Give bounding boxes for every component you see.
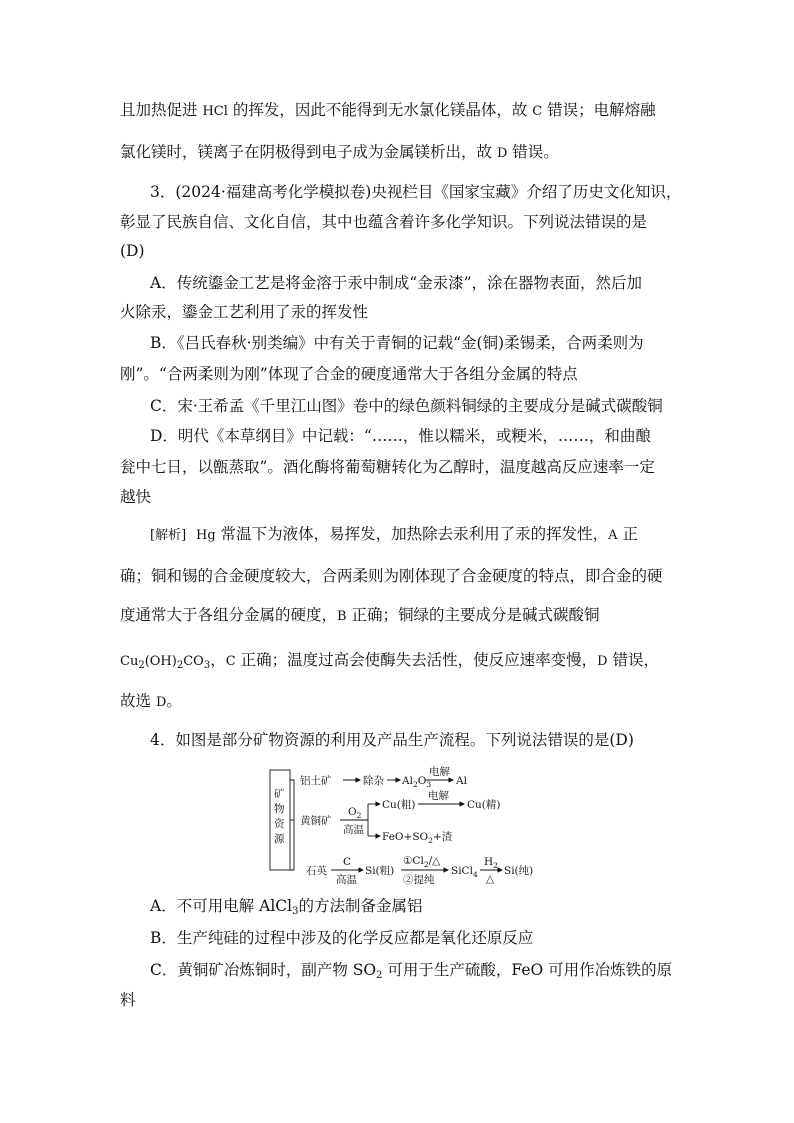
text: 错误，	[607, 651, 659, 669]
feo-so2-slag-label: $FeO+SO_2+$渣	[382, 831, 453, 845]
text: 错误。	[507, 143, 559, 161]
mineral-flow-diagram	[268, 760, 548, 885]
question-3-stem: 3．(2024·福建高考化学模拟卷)央视栏目《国家宝藏》介绍了历史文化知识，	[150, 183, 682, 201]
option-letter: D	[597, 654, 608, 669]
formula: Hg	[196, 528, 216, 543]
question-4-stem: 4．如图是部分矿物资源的利用及产品生产流程。下列说法错误的是(D)	[150, 731, 634, 749]
question-3-stem-cont: 彰显了民族自信、文化自信，其中也蕴含着许多化学知识。下列说法错误的是	[120, 213, 648, 231]
bauxite-label: 铝土矿	[300, 775, 332, 787]
analysis-line	[150, 524, 638, 546]
chlorination-label: $①Cl_2/\triangle$	[403, 855, 441, 869]
option-letter: D	[155, 695, 167, 710]
option-b: B．《吕氏春秋·别类编》中有关于青铜的记载“金(铜)柔锡柔，合两柔则为	[150, 334, 644, 352]
option-c: C．黄铜矿冶炼铜时，副产物 $SO_2$ 可用于生产硫酸，FeO 可用作冶炼铁的原	[150, 961, 673, 981]
option-letter: C	[532, 104, 543, 119]
text: 且加热促进	[120, 101, 203, 119]
h2-label: $H_2$	[484, 856, 498, 870]
analysis-tag: [解析]	[150, 528, 187, 543]
option-d: D．明代《本草纲目》中记载：“……，惟以糯米，或粳米，……，和曲酿	[150, 427, 651, 445]
text: 。	[166, 692, 182, 710]
text: 正	[617, 525, 638, 543]
electrolysis-label: 电解	[428, 790, 449, 802]
al-label: Al	[456, 775, 467, 787]
pure-silicon-label: Si(纯)	[504, 865, 534, 877]
electrolysis-label: 电解	[429, 766, 450, 778]
question-3-answer: (D)	[120, 242, 145, 260]
option-a-cont: 火除汞，鎏金工艺利用了汞的挥发性	[120, 303, 369, 321]
resource-label: 资	[274, 818, 285, 830]
o2-label: $O_2$	[348, 806, 362, 820]
text-line	[120, 142, 559, 164]
resource-label: 物	[274, 803, 285, 815]
formula: $Cu_2(OH)_2CO_3$	[120, 654, 211, 671]
sicl4-label: SiCl$_4$	[451, 865, 478, 879]
high-temp-label: 高温	[336, 874, 357, 885]
crude-copper-label: Cu(粗)	[382, 799, 416, 811]
quartz-label: 石英	[306, 865, 327, 877]
resource-label: 矿	[274, 788, 285, 800]
refined-copper-label: Cu(精)	[467, 799, 501, 811]
analysis-line	[120, 650, 659, 672]
analysis-line	[120, 691, 182, 713]
heat-label: △	[486, 873, 495, 885]
text: 常温下为液体，易挥发，加热除去汞利用了汞的挥发性，	[215, 525, 609, 543]
branch-bracket	[290, 780, 294, 870]
option-a: A．不可用电解 AlCl$_3$的方法制备金属铝	[150, 897, 423, 917]
text: 度通常大于各组分金属的硬度，	[120, 606, 338, 624]
analysis-line: 确；铜和锡的合金硬度较大，合两柔则为刚体现了合金硬度的特点，即合金的硬	[120, 567, 663, 585]
option-letter: C	[225, 654, 236, 669]
text: 正确；铜绿的主要成分是碱式碳酸铜	[346, 606, 600, 624]
option-a: A．传统鎏金工艺是将金溶于汞中制成“金汞漆”，涂在器物表面，然后加	[150, 274, 643, 292]
crude-silicon-label: Si(粗)	[365, 865, 395, 877]
remove-impurity-label: 除杂	[363, 775, 384, 787]
option-b-cont: 刚”。“合两柔则为刚”体现了合金的硬度通常大于各组分金属的特点	[120, 365, 578, 383]
text: 错误；电解熔融	[542, 101, 656, 119]
al2o3-label: $Al_2O_3$	[402, 775, 432, 789]
option-letter: D	[496, 146, 508, 161]
text: 故选	[120, 692, 156, 710]
option-letter: A	[608, 528, 618, 543]
option-d-cont: 瓮中七日，以甑蒸取”。酒化酶将葡萄糖转化为乙醇时，温度越高反应速率一定	[120, 458, 655, 476]
formula: HCl	[202, 104, 228, 119]
high-temp-label: 高温	[343, 824, 364, 836]
option-d-cont: 越快	[120, 488, 152, 506]
text: 氯化镁时，镁离子在阴极得到电子成为金属镁析出，故	[120, 143, 497, 161]
option-c: C．宋·王希孟《千里江山图》卷中的绿色颜料铜绿的主要成分是碱式碳酸铜	[150, 397, 663, 415]
option-b: B．生产纯硅的过程中涉及的化学反应都是氧化还原反应	[150, 929, 534, 947]
analysis-line	[120, 605, 600, 627]
option-letter: B	[337, 609, 347, 624]
text: 正确；温度过高会使酶失去活性，使反应速率变慢，	[235, 651, 598, 669]
purify-label: ②提纯	[403, 874, 435, 885]
text: ，	[210, 651, 226, 669]
resource-label: 源	[274, 833, 285, 845]
text-line	[120, 100, 656, 122]
chalcopyrite-label: 黄铜矿	[300, 815, 332, 827]
option-c-cont: 料	[120, 991, 136, 1009]
carbon-label: C	[343, 856, 352, 868]
text: 的挥发，因此不能得到无水氯化镁晶体，故	[227, 101, 533, 119]
